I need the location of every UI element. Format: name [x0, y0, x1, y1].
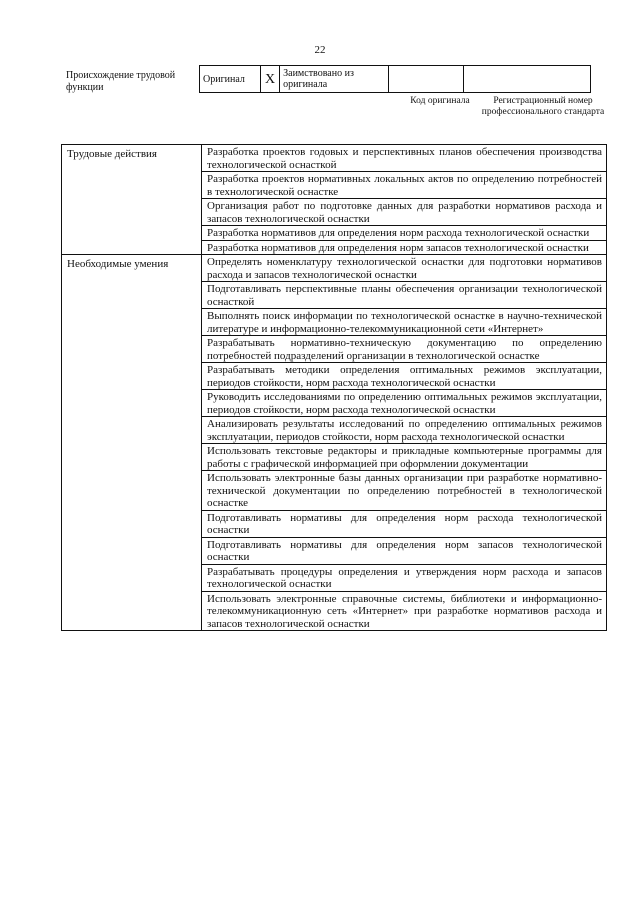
skill-item: Использовать текстовые редакторы и прикладные компьютерные программы для работы с графической информацией при оформлении документации: [202, 444, 607, 471]
labor-action-item: Разработка проектов нормативных локальных актов по определению потребностей в технологической оснастке: [202, 172, 607, 199]
reg-caption: Регистрационный номер профессионального стандарта: [481, 96, 605, 117]
skill-item: Руководить исследованиями по определению оптимальных режимов эксплуатации, периодов стойкости, норм расхода технологической оснастки: [202, 390, 607, 417]
code-caption: Код оригинала: [410, 96, 470, 106]
functions-table-body: [62, 145, 607, 631]
borrowed-cell: Заимствовано из оригинала: [280, 66, 389, 93]
original-mark: X: [261, 66, 280, 93]
skill-item: Разрабатывать процедуры определения и утверждения норм расхода и запасов технологической оснастки: [202, 564, 607, 591]
skill-item: Подготавливать нормативы для определения норм запасов технологической оснастки: [202, 537, 607, 564]
functions-table: [61, 144, 607, 631]
labor-action-item: Разработка проектов годовых и перспективных планов обеспечения производства технологической оснасткой: [202, 145, 607, 172]
original-cell: Оригинал: [200, 66, 261, 93]
table-row: [62, 255, 607, 282]
labor-action-item: Организация работ по подготовке данных для разработки нормативов расхода и запасов технологической оснастки: [202, 199, 607, 226]
skill-item: Использовать электронные справочные системы, библиотеки и информационно-телекоммуникационную сеть «Интернет» при разработке нормативов расхода и запасов технологической оснастки: [202, 591, 607, 631]
skill-item: Использовать электронные базы данных организации при разработке нормативно-технической документации по определению потребностей в технологической оснастке: [202, 471, 607, 511]
skill-item: Выполнять поиск информации по технологической оснастке в научно-технической литературе и информационно-телекоммуникационной сети «Интернет»: [202, 309, 607, 336]
origin-label: Происхождение трудовой функции: [66, 70, 176, 93]
skill-item: Подготавливать нормативы для определения норм расхода технологической оснастки: [202, 510, 607, 537]
skill-item: Определять номенклатуру технологической оснастки для подготовки нормативов расхода и запасов технологической оснастки: [202, 255, 607, 282]
section-title-required-skills: Необходимые умения: [62, 255, 202, 631]
code-cell: [389, 66, 464, 93]
labor-action-item: Разработка нормативов для определения норм запасов технологической оснастки: [202, 240, 607, 255]
reg-number-cell: [464, 66, 591, 93]
skill-item: Разрабатывать нормативно-техническую документацию по определению потребностей подразделений организации в технологической оснастке: [202, 336, 607, 363]
table-row: [62, 145, 607, 172]
labor-action-item: Разработка нормативов для определения норм расхода технологической оснастки: [202, 226, 607, 241]
page-number: 22: [314, 44, 326, 56]
skill-item: Подготавливать перспективные планы обеспечения организации технологической оснасткой: [202, 282, 607, 309]
skill-item: Разрабатывать методики определения оптимальных режимов эксплуатации, периодов стойкости, норм расхода технологической оснастки: [202, 363, 607, 390]
section-title-labor-actions: Трудовые действия: [62, 145, 202, 255]
skill-item: Анализировать результаты исследований по определению оптимальных режимов эксплуатации, периодов стойкости, норм расхода технологической оснастки: [202, 417, 607, 444]
origin-table: [199, 65, 591, 93]
